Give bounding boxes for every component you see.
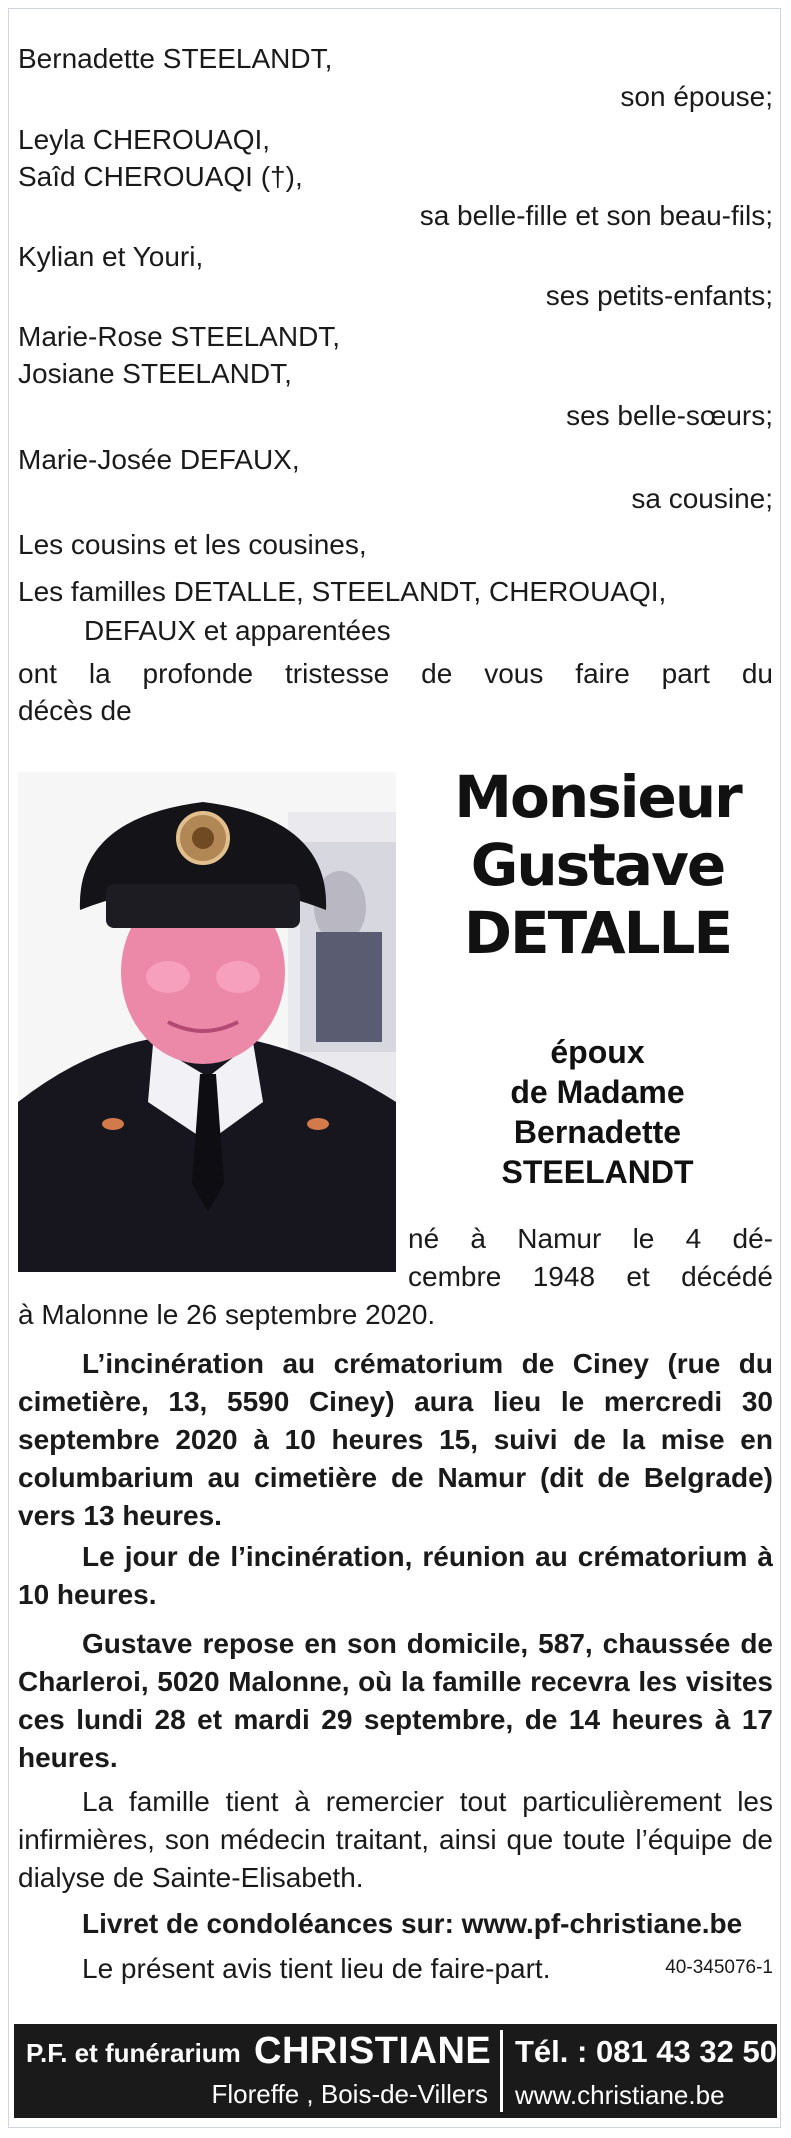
family-line: Saîd CHEROUAQI (†), [18, 161, 303, 192]
name-first: Gustave [470, 831, 725, 899]
spouse-line: STEELANDT [501, 1154, 694, 1190]
cremation-paragraph: L’incinération au crématorium de Ciney (rue du cimetière, 13, 5590 Ciney) aura lieu le mercredi 30 septembre 2020 à 10 heures 15, suivi de la mise en columbarium au cimetière de Namur (dit de Belgrade) vers 13 heures. [18, 1348, 773, 1531]
family-relation: ses belle-sœurs; [566, 400, 773, 431]
announcement-line: ont la profonde tristesse de vous faire part du [18, 658, 773, 689]
funeral-home-brand: CHRISTIANE [254, 2030, 492, 2072]
condolences-line: Livret de condoléances sur: www.pf-christiane.be [82, 1908, 743, 1939]
funeral-home-prefix: P.F. et funérarium [26, 2038, 241, 2068]
family-relation: son épouse; [620, 81, 773, 112]
deceased-name [425, 763, 770, 967]
announcement-line: décès de [18, 695, 132, 726]
family-line: Les cousins et les cousines, [18, 529, 367, 560]
meeting-paragraph: Le jour de l’incinération, réunion au crématorium à 10 heures. [18, 1541, 773, 1610]
family-line: Marie-Josée DEFAUX, [18, 444, 300, 475]
repose-paragraph: Gustave repose en son domicile, 587, chaussée de Charleroi, 5020 Malonne, où la famille recevra les visites ces lundi 28 et mardi 29 septembre, de 14 heures à 17 heures. [18, 1628, 773, 1773]
family-relation: sa cousine; [631, 483, 773, 514]
spouse-line: de Madame [510, 1074, 685, 1110]
spouse-info [425, 1032, 770, 1192]
death-line: à Malonne le 26 septembre 2020. [18, 1299, 436, 1330]
reference-number: 40-345076-1 [665, 1957, 773, 1978]
phone-number: Tél. : 081 43 32 50 [515, 2034, 777, 2069]
family-relation: sa belle-fille et son beau-fils; [419, 200, 773, 231]
birth-line: né à Namur le 4 dé- [408, 1223, 773, 1254]
family-line: Bernadette STEELANDT, [18, 43, 333, 74]
website-link[interactable]: www.christiane.be [515, 2080, 725, 2110]
birth-line: cembre 1948 et décédé [408, 1261, 773, 1292]
portrait-photo [18, 772, 396, 1272]
family-line: Kylian et Youri, [18, 241, 204, 272]
family-line: DEFAUX et apparentées [84, 615, 391, 646]
footer-banner [14, 2024, 777, 2118]
notice-line: Le présent avis tient lieu de faire-part. [82, 1953, 551, 1984]
name-title: Monsieur [454, 763, 741, 831]
contact-info [509, 2024, 777, 2118]
spouse-line: Bernadette [513, 1114, 682, 1150]
family-line: Leyla CHEROUAQI, [18, 124, 271, 155]
thanks-paragraph: La famille tient à remercier tout particulièrement les infirmières, son médecin traitant, ainsi que toute l’équipe de dialyse de Sainte-Elisabeth. [18, 1786, 773, 1893]
family-relation: ses petits-enfants; [545, 280, 773, 311]
family-line: Marie-Rose STEELANDT, [18, 321, 341, 352]
spouse-line: époux [550, 1034, 645, 1070]
name-last: DETALLE [463, 899, 732, 967]
family-line: Les familles DETALLE, STEELANDT, CHEROUAQI, [18, 576, 667, 607]
funeral-home-info [14, 2024, 494, 2118]
family-line: Josiane STEELANDT, [18, 358, 292, 389]
footer-divider [500, 2030, 503, 2112]
funeral-home-locations: Floreffe , Bois-de-Villers [211, 2079, 488, 2109]
